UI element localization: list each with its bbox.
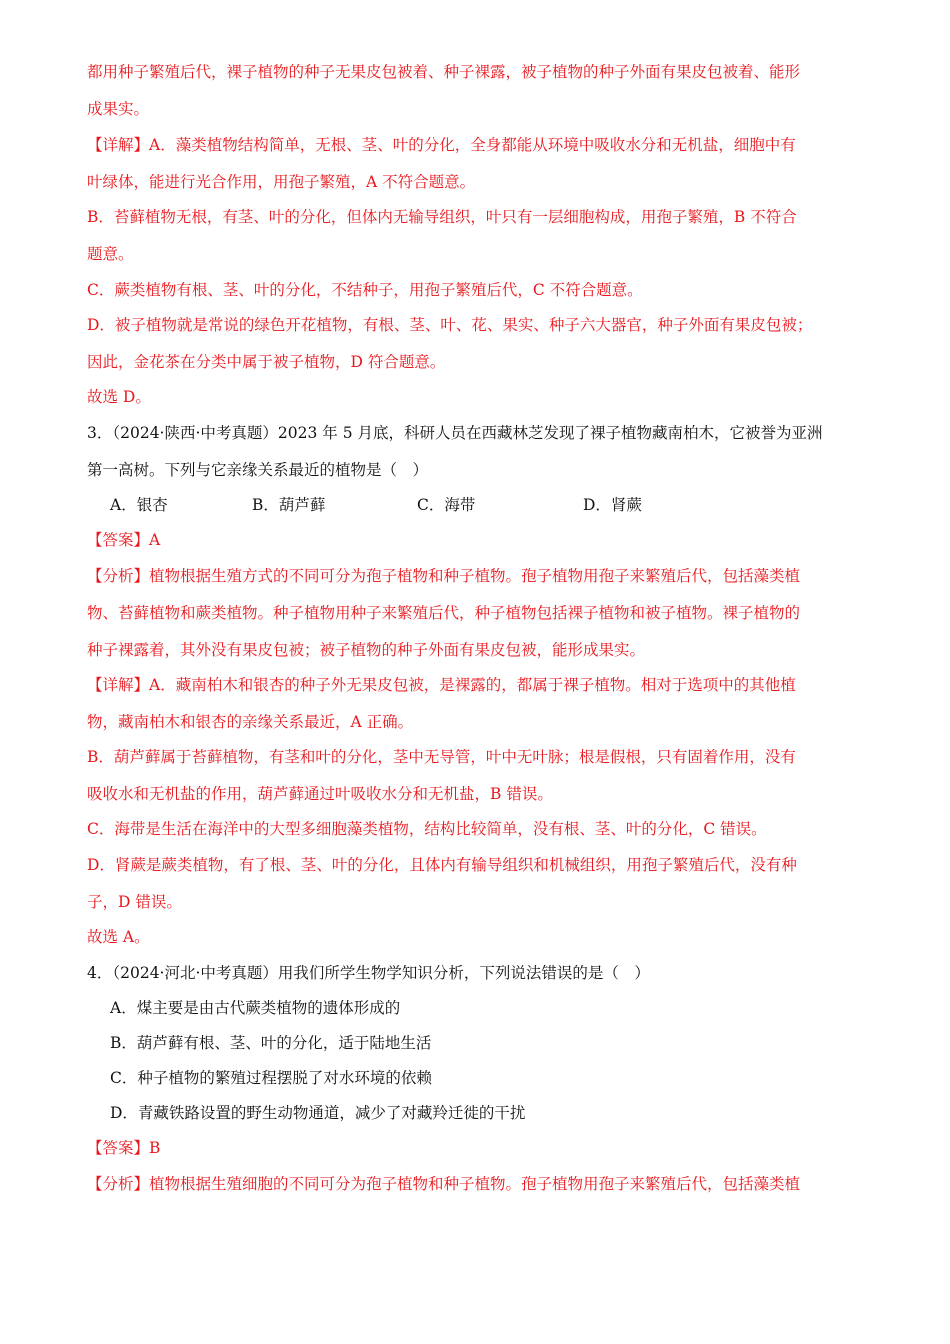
question-4-stem: 4．（2024·河北·中考真题）用我们所学生物学知识分析，下列说法错误的是（ ） (87, 964, 650, 982)
q3-analysis-cont: 物、苔藓植物和蕨类植物。种子植物用种子来繁殖后代，种子植物包括裸子植物和被子植物。裸子植物的 (87, 604, 801, 622)
option-c: C．海带 (417, 496, 476, 514)
q2-detail-a-cont: 叶绿体，能进行光合作用，用孢子繁殖，A 不符合题意。 (87, 173, 476, 191)
q3-detail-b: B．葫芦藓属于苔藓植物，有茎和叶的分化，茎中无导管，叶中无叶脉；根是假根，只有固着作用，没有 (87, 748, 796, 766)
q3-answer: 【答案】A (87, 531, 161, 549)
q2-detail-d-cont: 因此，金花茶在分类中属于被子植物，D 符合题意。 (87, 353, 446, 371)
q2-detail-b-cont: 题意。 (87, 245, 134, 263)
q4-option-d: D．青藏铁路设置的野生动物通道，减少了对藏羚迁徙的干扰 (110, 1104, 526, 1122)
q3-final-answer: 故选 A。 (87, 928, 150, 946)
q3-detail-d-cont: 子，D 错误。 (87, 893, 182, 911)
q3-detail-b-cont: 吸收水和无机盐的作用，葫芦藓通过叶吸收水分和无机盐，B 错误。 (87, 785, 553, 803)
q2-detail-d: D．被子植物就是常说的绿色开花植物，有根、茎、叶、花、果实、种子六大器官，种子外面有果皮包被； (87, 316, 813, 334)
q3-detail-a-cont: 物，藏南柏木和银杏的亲缘关系最近，A 正确。 (87, 713, 414, 731)
q2-final-answer: 故选 D。 (87, 388, 151, 406)
q4-analysis: 【分析】植物根据生殖细胞的不同可分为孢子植物和种子植物。孢子植物用孢子来繁殖后代，包括藻类植 (87, 1175, 801, 1193)
explanation-line: 都用种子繁殖后代，裸子植物的种子无果皮包被着、种子裸露，被子植物的种子外面有果皮包被着、能形 (87, 63, 801, 81)
option-d: D．肾蕨 (583, 496, 642, 514)
question-3-stem: 3．（2024·陕西·中考真题）2023 年 5 月底，科研人员在西藏林芝发现了裸子植物藏南柏木，它被誉为亚洲 (87, 424, 823, 442)
question-3-stem-cont: 第一高树。下列与它亲缘关系最近的植物是（ ） (87, 461, 429, 479)
q4-option-b: B．葫芦藓有根、茎、叶的分化，适于陆地生活 (110, 1034, 432, 1052)
q3-detail-c: C．海带是生活在海洋中的大型多细胞藻类植物，结构比较简单，没有根、茎、叶的分化，C 错误。 (87, 820, 767, 838)
q3-detail-d: D．肾蕨是蕨类植物，有了根、茎、叶的分化，且体内有输导组织和机械组织，用孢子繁殖后代，没有种 (87, 856, 797, 874)
q2-detail-c: C．蕨类植物有根、茎、叶的分化，不结种子，用孢子繁殖后代，C 不符合题意。 (87, 281, 643, 299)
explanation-line: 成果实。 (87, 100, 150, 118)
q4-answer: 【答案】B (87, 1139, 161, 1157)
q3-analysis-cont: 种子裸露着，其外没有果皮包被；被子植物的种子外面有果皮包被，能形成果实。 (87, 641, 646, 659)
q4-option-a: A．煤主要是由古代蕨类植物的遗体形成的 (110, 999, 401, 1017)
q3-analysis: 【分析】植物根据生殖方式的不同可分为孢子植物和种子植物。孢子植物用孢子来繁殖后代，包括藻类植 (87, 567, 801, 585)
q3-detail-a: 【详解】A．藏南柏木和银杏的种子外无果皮包被，是裸露的，都属于裸子植物。相对于选项中的其他植 (87, 676, 796, 694)
option-b: B．葫芦藓 (252, 496, 326, 514)
q4-option-c: C．种子植物的繁殖过程摆脱了对水环境的依赖 (110, 1069, 432, 1087)
q2-detail-a: 【详解】A．藻类植物结构简单，无根、茎、叶的分化，全身都能从环境中吸收水分和无机盐，细胞中有 (87, 136, 796, 154)
q2-detail-b: B．苔藓植物无根，有茎、叶的分化，但体内无输导组织，叶只有一层细胞构成，用孢子繁殖，B 不符合 (87, 208, 797, 226)
option-a: A．银杏 (110, 496, 168, 514)
